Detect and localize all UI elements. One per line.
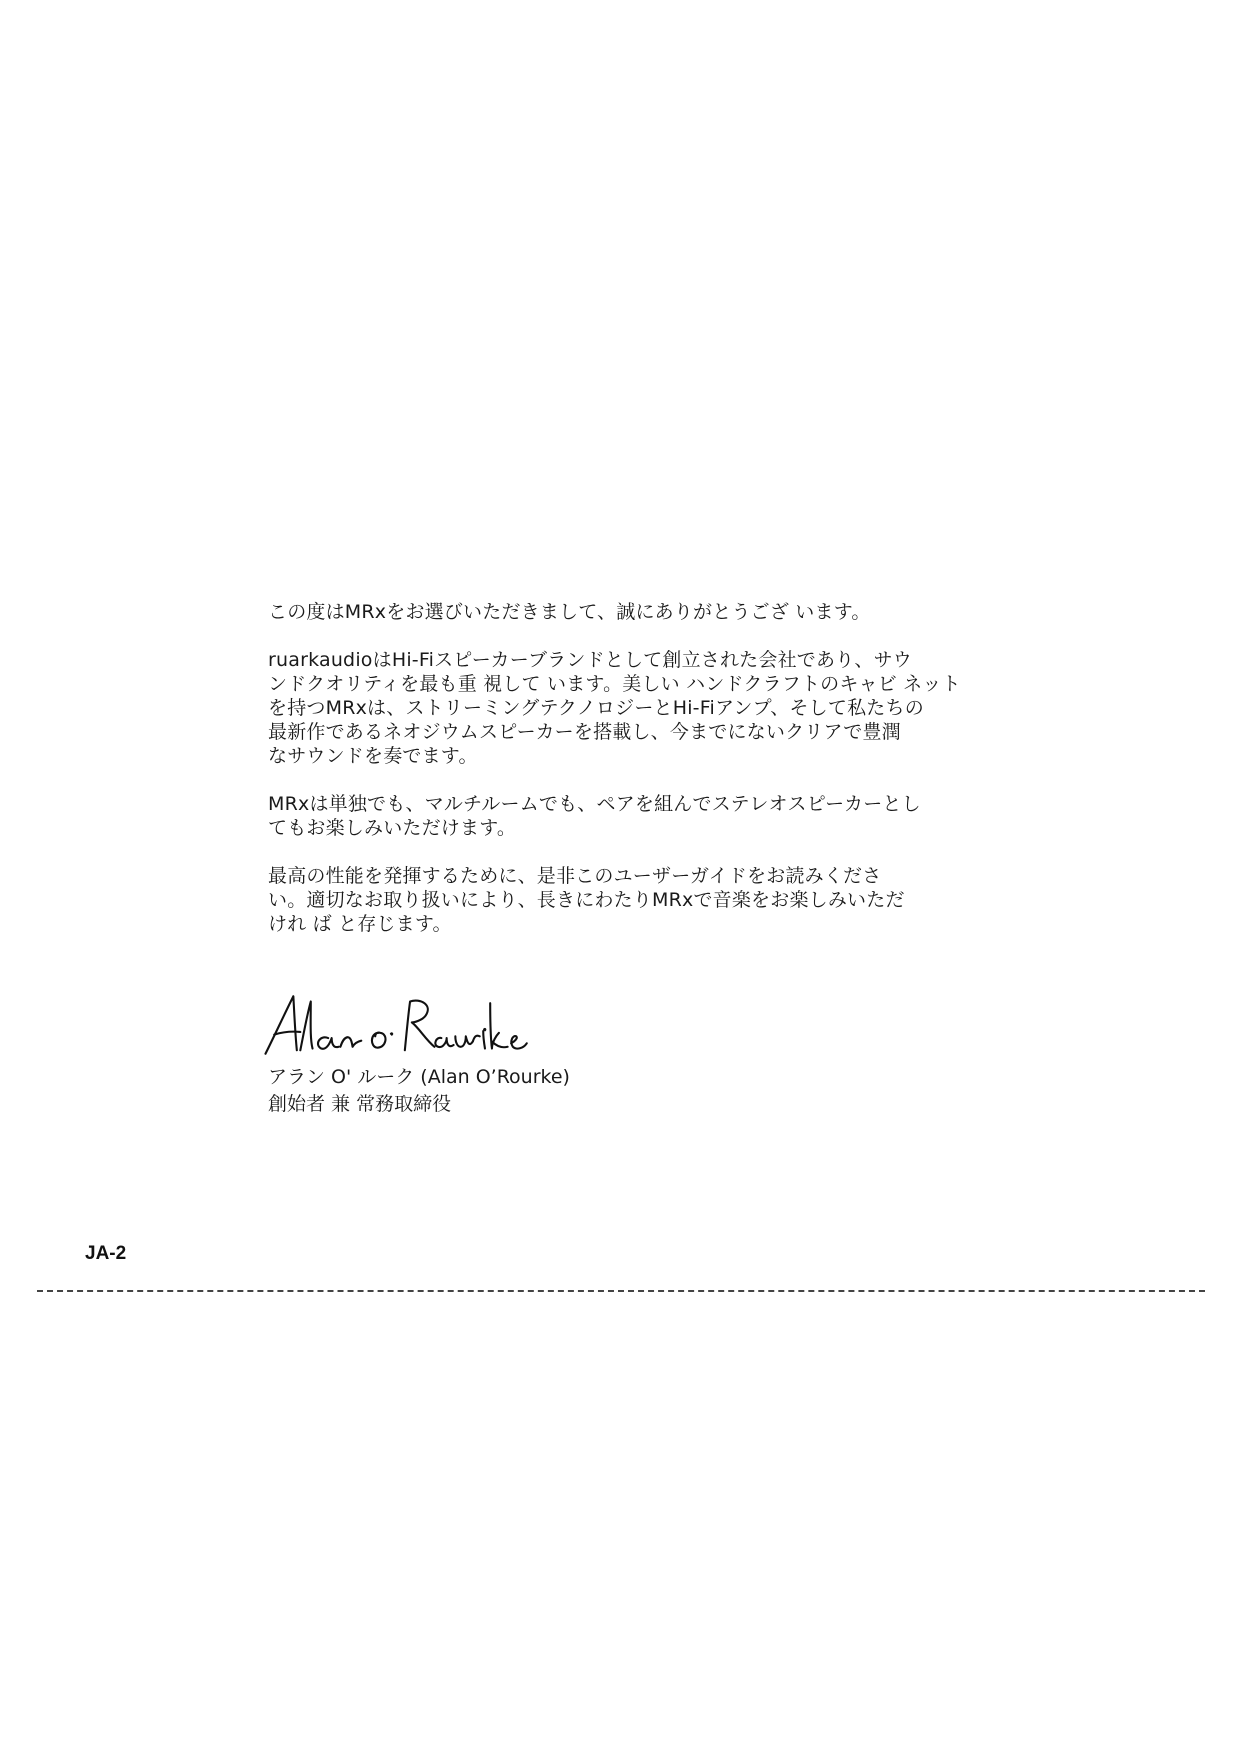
signer-block <box>268 1064 570 1118</box>
text-line: 最高の性能を発揮するために、是非このユーザーガイドをお読みくださ <box>268 865 882 887</box>
paragraph-closing <box>268 864 1008 936</box>
paragraph-greeting <box>268 600 1008 624</box>
text-line: MRxは単独でも、マルチルームでも、ペアを組んでステレオスピーカーとし <box>268 793 921 815</box>
letter-body <box>268 600 1008 960</box>
text-line: い。適切なお取り扱いにより、長きにわたりMRxで音楽をお楽しみいただ <box>268 889 905 911</box>
text-line: この度はMRxをお選びいただきまして、誠にありがとうござ います。 <box>268 601 871 623</box>
paragraph-usage <box>268 792 1008 840</box>
signer-name: アラン O' ルーク (Alan O’Rourke) <box>268 1066 570 1088</box>
footer-divider <box>37 1290 1205 1292</box>
text-line: を持つMRxは、ストリーミングテクノロジーとHi-Fiアンプ、そして私たちの <box>268 697 924 719</box>
text-line: けれ ば と存じます。 <box>268 913 452 935</box>
text-line: ンドクオリティを最も重 視して います。美しい ハンドクラフトのキャビ ネット <box>268 673 961 695</box>
page-number: JA-2 <box>85 1243 127 1264</box>
paragraph-company-intro <box>268 648 1008 768</box>
text-line: てもお楽しみいただけます。 <box>268 817 517 839</box>
text-line: ruarkaudioはHi-Fiスピーカーブランドとして創立された会社であり、サウ <box>268 649 912 671</box>
signer-title: 創始者 兼 常務取締役 <box>268 1093 452 1115</box>
text-line: 最新作であるネオジウムスピーカーを搭載し、今までにないクリアで豊潤 <box>268 721 901 743</box>
handwritten-signature <box>262 988 532 1062</box>
text-line: なサウンドを奏でます。 <box>268 745 478 767</box>
